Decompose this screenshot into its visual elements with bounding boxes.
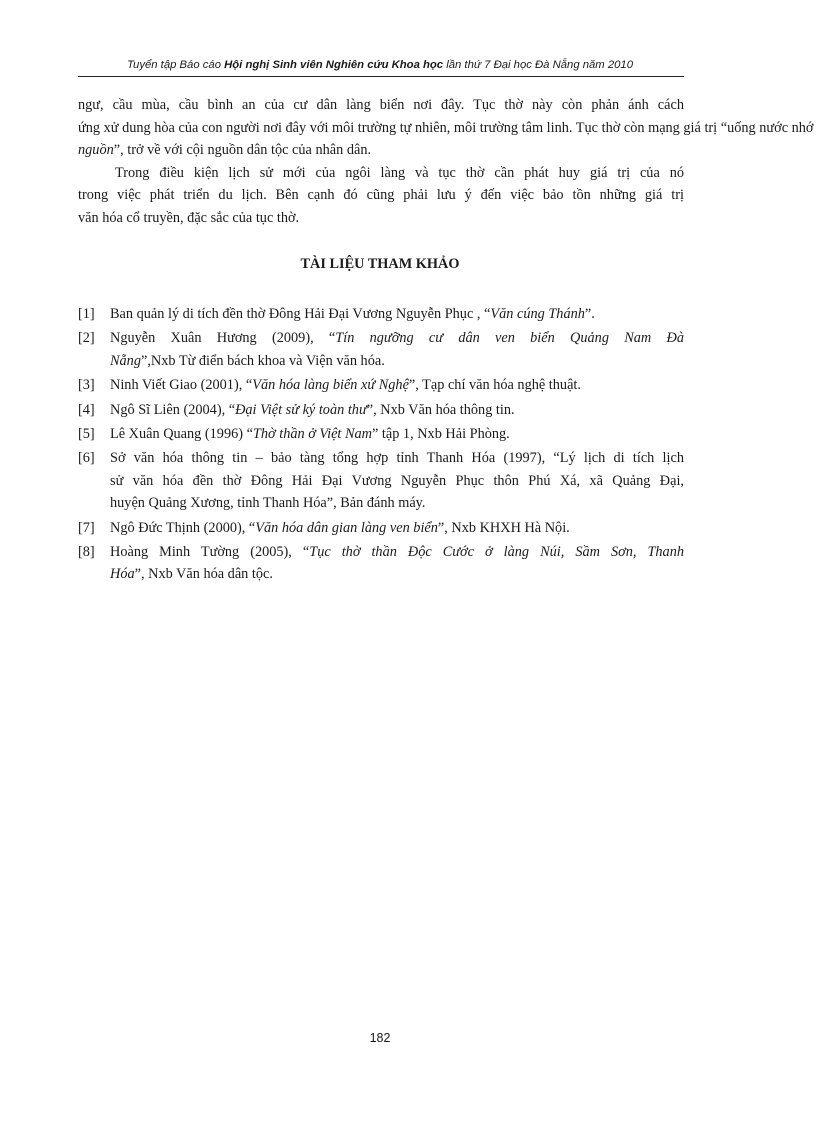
reference-item (78, 374, 684, 396)
page-number: 182 (369, 1031, 391, 1045)
reference-line: Ngô Sĩ Liên (2004), “Đại Việt sử ký toàn thư”, Nxb Văn hóa thông tin. (110, 401, 515, 418)
reference-line: Ban quản lý di tích đền thờ Đông Hải Đại Vương Nguyễn Phục , “Văn cúng Thánh”. (110, 306, 595, 322)
reference-item (78, 327, 684, 372)
reference-item (78, 447, 684, 514)
reference-item (78, 399, 684, 421)
reference-number: [7] (78, 519, 95, 536)
running-header-prefix: Tuyển tập Báo cáo (126, 59, 225, 71)
reference-item (78, 303, 684, 325)
reference-number: [5] (78, 426, 95, 443)
reference-item (78, 541, 684, 586)
body-line: ứng xử dung hòa của con người nơi đây với môi trường tự nhiên, môi trường tâm linh. Tục thờ còn mạng giá trị “uống nước nhớ (78, 119, 814, 136)
body-line (78, 139, 684, 162)
body-italic-word: nguồn (78, 142, 114, 159)
reference-line: Hoàng Minh Tường (2005), “Tục thờ thần Độc Cước ở làng Núi, Sầm Sơn, Thanh (110, 544, 684, 561)
reference-line: Ngô Đức Thịnh (2000), “Văn hóa dân gian làng ven biển”, Nxb KHXH Hà Nội. (110, 519, 570, 536)
body-line: văn hóa cổ truyền, đặc sắc của tục thờ. (78, 209, 300, 226)
reference-number: [2] (78, 330, 95, 347)
reference-line: sử văn hóa đền thờ Đông Hải Đại Vương Nguyễn Phục thôn Phú Xá, xã Quảng Đại, (110, 472, 684, 489)
header-divider (78, 76, 684, 77)
running-header (78, 59, 682, 71)
reference-number: [1] (78, 306, 95, 322)
running-header-conference: Hội nghị Sinh viên Nghiên cứu Khoa học (224, 59, 444, 71)
reference-line: Hóa”, Nxb Văn hóa dân tộc. (110, 566, 273, 583)
paragraph-first-line: Trong điều kiện lịch sử mới của ngôi làng và tục thờ cần phát huy giá trị của nó (115, 164, 684, 181)
body-line: trong việc phát triển du lịch. Bên cạnh đó cũng phải lưu ý đến việc bảo tồn những giá trị (78, 187, 684, 204)
reference-number: [8] (78, 544, 95, 561)
running-header-suffix: lần thứ 7 Đại học Đà Nẵng năm 2010 (443, 59, 633, 71)
body-line: ngư, cầu mùa, cầu bình an của cư dân làng biển nơi đây. Tục thờ này còn phản ánh cách (78, 97, 684, 113)
reference-line: Ninh Viết Giao (2001), “Văn hóa làng biển xứ Nghệ”, Tạp chí văn hóa nghệ thuật. (110, 377, 581, 394)
reference-line: Nguyễn Xuân Hương (2009), “Tín ngưỡng cư dân ven biển Quảng Nam Đà (110, 330, 684, 347)
reference-line: huyện Quảng Xương, tỉnh Thanh Hóa”, Bản đánh máy. (110, 495, 426, 512)
body-text (78, 94, 814, 230)
reference-item (78, 423, 684, 445)
reference-number: [3] (78, 377, 95, 394)
reference-list (78, 303, 684, 588)
reference-number: [4] (78, 401, 95, 418)
reference-number: [6] (78, 450, 95, 467)
reference-line: Nẵng”,Nxb Từ điển bách khoa và Viện văn hóa. (110, 352, 385, 369)
reference-line: Lê Xuân Quang (1996) “Thờ thần ở Việt Nam” tập 1, Nxb Hải Phòng. (110, 426, 510, 443)
references-heading: TÀI LIỆU THAM KHẢO (300, 256, 460, 272)
reference-item (78, 517, 684, 539)
body-line-rest: ”, trở về với cội nguồn dân tộc của nhân dân. (113, 142, 372, 159)
reference-line: Sở văn hóa thông tin – bảo tàng tổng hợp tỉnh Thanh Hóa (1997), “Lý lịch di tích lịch (110, 450, 684, 467)
